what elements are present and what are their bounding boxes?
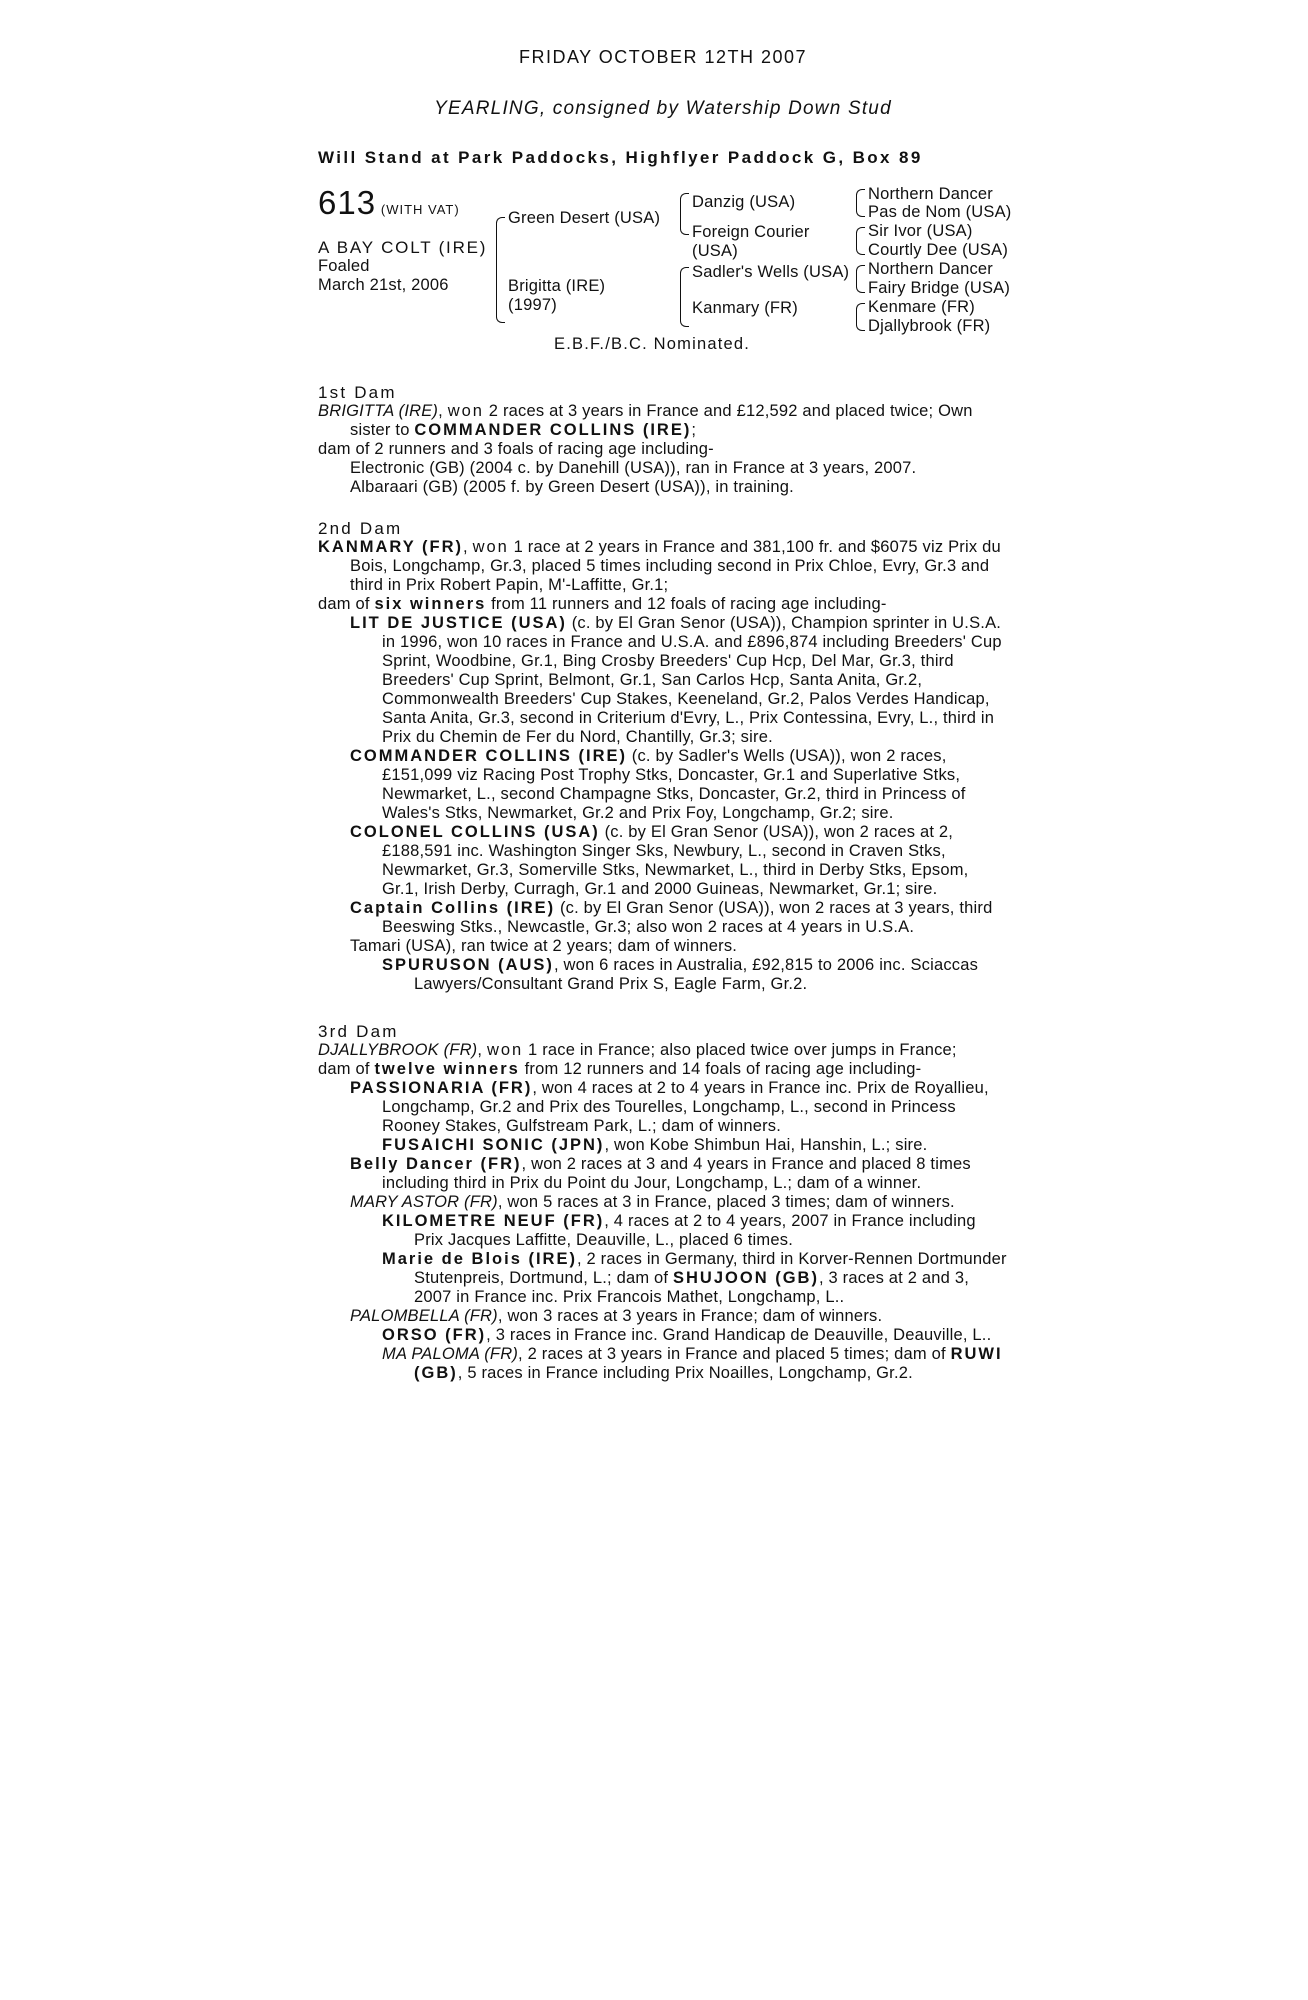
first-dam-produce-intro: dam of 2 runners and 3 foals of racing age including- [318,440,714,458]
pedigree-block [318,184,1012,361]
third-dam-produce-intro: dam of twelve winners from 12 runners and 14 foals of racing age including- [318,1060,922,1078]
sire-dam-dam: Courtly Dee (USA) [868,241,1009,259]
consignment-line: YEARLING, consigned by Watership Down Stud [434,98,892,119]
foaled-date: March 21st, 2006 [318,276,449,294]
lot-number-line [318,184,460,221]
foal-name: LIT DE JUSTICE (USA) [350,614,567,632]
produce-item: Electronic (GB) (2004 c. by Danehill (USA)), ran in France at 3 years, 2007. [350,459,917,477]
lot-number: 613 [318,184,377,221]
foal-name: COMMANDER COLLINS (IRE) [350,747,627,765]
foal-entry: COMMANDER COLLINS (IRE) (c. by Sadler's Wells (USA)), won 2 races, £151,099 viz Racing Post Trophy Stks, Doncaster, Gr.1 and Superlative Stks, Newmarket, L., second Champagne Stks, Doncaster, Gr.2, third in Princess of Wales's Stks, Newmarket, Gr.2 and Prix Foy, Longchamp, Gr.2; sire. [350,747,966,822]
grandfoal-entry: ORSO (FR), 3 races in France inc. Grand Handicap de Deauville, Deauville, L.. [382,1326,992,1344]
first-dam-section [318,383,1008,497]
foal-entry: PASSIONARIA (FR), won 4 races at 2 to 4 years in France inc. Prix de Royallieu, Longchamp, Gr.2 and Prix des Tourelles, Longchamp, L., second in Princess Rooney Stakes, Gulfstream Park, L.; dam of winners. [350,1079,989,1135]
vat-note: (WITH VAT) [380,202,460,217]
dam-sire-dam: Fairy Bridge (USA) [868,279,1011,297]
foal-name: Captain Collins (IRE) [350,899,556,917]
grandfoal-entry: MA PALOMA (FR), 2 races at 3 years in France and placed 5 times; dam of RUWI (GB), 5 races in France including Prix Noailles, Longchamp, Gr.2. [382,1345,1003,1382]
second-dam-heading: 2nd Dam [318,519,403,538]
grandfoal-entry: KILOMETRE NEUF (FR), 4 races at 2 to 4 years, 2007 in France including Prix Jacques Laffitte, Deauville, L., placed 6 times. [382,1212,976,1249]
dam-sire-sire: Northern Dancer [868,260,993,278]
foaled-label: Foaled [318,257,370,275]
sire: Green Desert (USA) [508,209,661,227]
first-dam-record: BRIGITTA (IRE), won 2 races at 3 years in France and £12,592 and placed twice; Own sister to COMMANDER COLLINS (IRE); [318,402,973,439]
foal-entry: Captain Collins (IRE) (c. by El Gran Senor (USA)), won 2 races at 3 years, third Beeswing Stks., Newcastle, Gr.3; also won 2 races at 4 years in U.S.A. [350,899,993,936]
pedigree-brace [680,267,689,327]
dam: Brigitta (IRE) [508,277,606,295]
dam-dam: Kanmary (FR) [692,299,798,317]
grandfoal-entry: SPURUSON (AUS), won 6 races in Australia, £92,815 to 2006 inc. Sciaccas Lawyers/Consultant Grand Prix S, Eagle Farm, Gr.2. [382,956,979,993]
pedigree-brace [680,193,689,235]
second-dam-name: KANMARY (FR) [318,538,463,556]
second-dam-record: KANMARY (FR), won 1 race at 2 years in France and 381,100 fr. and $6075 viz Prix du Bois, Longchamp, Gr.3, placed 5 times including second in Prix Chloe, Evry, Gr.3 and third in Prix Robert Papin, M'-Laffitte, Gr.1; [318,538,1001,594]
dam-year: (1997) [508,296,557,314]
catalogue-page [318,47,1012,1383]
nomination: E.B.F./B.C. Nominated. [554,335,751,353]
foal-entry: LIT DE JUSTICE (USA) (c. by El Gran Senor (USA)), Champion sprinter in U.S.A. in 1996, won 10 races in France and U.S.A. and £896,874 including Breeders' Cup Sprint, Woodbine, Gr.1, Bing Crosby Breeders' Cup Hcp, Del Mar, Gr.3, third Breeders' Cup Sprint, Belmont, Gr.1, San Carlos Hcp, Santa Anita, Gr.2, Commonwealth Breeders' Cup Stakes, Keeneland, Gr.2, Palos Verdes Handicap, Santa Anita, Gr.3, second in Criterium d'Evry, L., Prix Contessina, Evry, L., third in Prix du Chemin de Fer du Nord, Chantilly, Gr.3; sire. [350,614,1002,746]
foal-entry: Tamari (USA), ran twice at 2 years; dam of winners. [350,937,738,955]
pedigree-brace [856,265,865,293]
grandfoal-entry: FUSAICHI SONIC (JPN), won Kobe Shimbun Hai, Hanshin, L.; sire. [382,1136,928,1154]
third-dam-name: DJALLYBROOK (FR) [318,1041,478,1059]
third-dam-section [318,1022,1008,1383]
pedigree-brace [496,217,505,323]
sire-dam-line1: Foreign Courier [692,223,810,241]
dam-sire: Sadler's Wells (USA) [692,263,850,281]
third-dam-record: DJALLYBROOK (FR), won 1 race in France; also placed twice over jumps in France; [318,1041,957,1059]
sire-sire-sire: Northern Dancer [868,185,993,203]
sibling-name: COMMANDER COLLINS (IRE) [414,421,692,439]
foal-entry: PALOMBELLA (FR), won 3 races at 3 years in France; dam of winners. [350,1307,883,1325]
pedigree-brace [856,227,865,255]
sire-dam-line2: (USA) [692,242,738,260]
third-dam-heading: 3rd Dam [318,1022,399,1041]
pedigree-brace [856,189,865,217]
stand-location: Will Stand at Park Paddocks, Highflyer Paddock G, Box 89 [318,148,923,167]
grandfoal-entry: Marie de Blois (IRE), 2 races in Germany, third in Korver-Rennen Dortmunder Stutenpreis, Dortmund, L.; dam of SHUJOON (GB), 3 races at 2 and 3, 2007 in France inc. Prix Francois Mathet, Longchamp, L.. [382,1250,1007,1306]
dam-dam-sire: Kenmare (FR) [868,298,975,316]
second-dam-produce-intro: dam of six winners from 11 runners and 12 foals of racing age including- [318,595,887,613]
sire-dam-sire: Sir Ivor (USA) [868,222,973,240]
sire-sire: Danzig (USA) [692,193,796,211]
foal-entry: Belly Dancer (FR), won 2 races at 3 and 4 years in France and placed 8 times including third in Prix du Point du Jour, Longchamp, L.; dam of a winner. [350,1155,971,1192]
dam-dam-dam: Djallybrook (FR) [868,317,991,335]
first-dam-name: BRIGITTA (IRE) [318,402,439,420]
foal-entry: COLONEL COLLINS (USA) (c. by El Gran Senor (USA)), won 2 races at 2, £188,591 inc. Washington Singer Sks, Newbury, L., second in Craven Stks, Newmarket, Gr.3, Somerville Stks, Newmarket, L., third in Derby Stks, Epsom, Gr.1, Irish Derby, Curragh, Gr.1 and 2000 Guineas, Newmarket, Gr.1; sire. [350,823,969,898]
pedigree-brace [856,303,865,331]
second-dam-section [318,519,1008,994]
sale-date: FRIDAY OCTOBER 12TH 2007 [518,47,808,67]
lot-description: A BAY COLT (IRE) [318,238,488,257]
produce-item: Albaraari (GB) (2005 f. by Green Desert (USA)), in training. [350,478,794,496]
first-dam-heading: 1st Dam [318,383,397,402]
foal-name: COLONEL COLLINS (USA) [350,823,600,841]
sire-sire-dam: Pas de Nom (USA) [868,203,1012,221]
foal-entry: MARY ASTOR (FR), won 5 races at 3 in France, placed 3 times; dam of winners. [350,1193,955,1211]
